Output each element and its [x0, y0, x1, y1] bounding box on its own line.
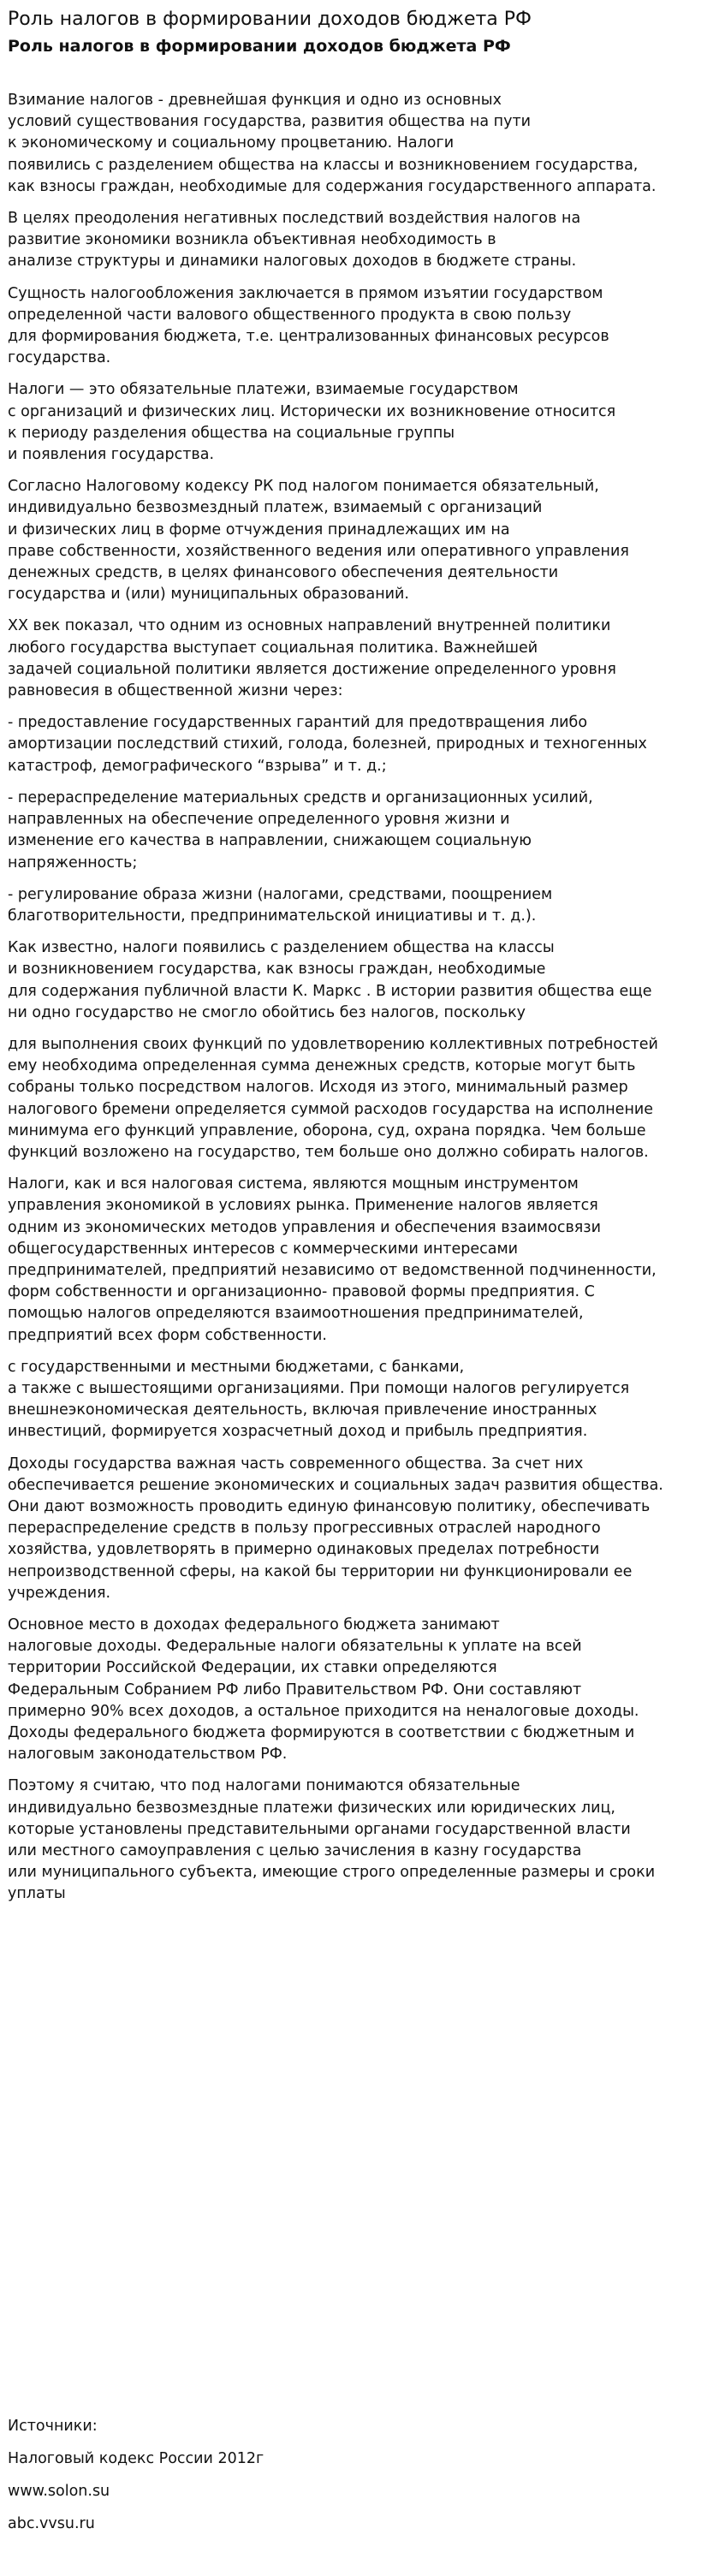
paragraph-line: управления экономикой в условиях рынка. Применение налогов является — [8, 1197, 598, 1215]
paragraph-line: напряженность; — [8, 854, 138, 872]
paragraph-line: форм собственности и организационно- правовой формы предприятия. С — [8, 1283, 595, 1301]
paragraph — [8, 884, 720, 927]
paragraph-line: налогового бремени определяется суммой расходов государства на исполнение — [8, 1100, 654, 1118]
paragraph — [8, 937, 720, 1024]
paragraph-line: Налоги, как и вся налоговая система, являются мощным инструментом — [8, 1175, 579, 1193]
paragraph-line: внешнеэкономическая деятельность, включая привлечение иностранных — [8, 1401, 597, 1419]
paragraph-line: собраны только посредством налогов. Исходя из этого, минимальный размер — [8, 1079, 628, 1097]
paragraph-line: появились с разделением общества на классы и возникновением государства, — [8, 156, 639, 174]
paragraph-line: для формирования бюджета, т.е. централизованных финансовых ресурсов — [8, 328, 609, 346]
paragraph-line: - перераспределение материальных средств и организационных усилий, — [8, 788, 593, 806]
paragraph-line: функций возложено на государство, тем больше оно должно собирать налогов. — [8, 1143, 649, 1161]
paragraph-line: Основное место в доходах федерального бюджета занимают — [8, 1616, 500, 1633]
paragraph-line: Доходы государства важная часть современного общества. За счет них — [8, 1455, 584, 1472]
paragraph — [8, 1357, 720, 1443]
paragraph-line: Как известно, налоги появились с разделением общества на классы — [8, 939, 555, 957]
paragraph-line: минимума его функций управление, оборона, суд, охрана порядка. Чем больше — [8, 1121, 646, 1139]
paragraph-line: индивидуально безвозмездные платежи физических или юридических лиц, — [8, 1799, 615, 1817]
paragraph — [8, 788, 720, 874]
source-item: abc.vvsu.ru — [8, 2515, 95, 2532]
paragraph-line: - предоставление государственных гарантий для предотвращения либо — [8, 714, 588, 732]
paragraph-line: для выполнения своих функций по удовлетворению коллективных потребностей — [8, 1035, 658, 1053]
paragraph-line: Доходы федерального бюджета формируются в соответствии с бюджетным и — [8, 1724, 635, 1742]
paragraph-line: для содержания публичной власти К. Маркс . В истории развития общества еще — [8, 982, 652, 1000]
paragraph — [8, 90, 720, 198]
paragraph — [8, 283, 720, 370]
paragraph-line: анализе структуры и динамики налоговых доходов в бюджете страны. — [8, 253, 577, 271]
paragraph-line: Налоги — это обязательные платежи, взимаемые государством — [8, 381, 519, 399]
paragraph-line: ему необходима определенная сумма денежных средств, которые могут быть — [8, 1057, 636, 1075]
paragraph-line: Они дают возможность проводить единую финансовую политику, обеспечивать — [8, 1497, 651, 1515]
paragraph-line: определенной части валового общественного продукта в свою пользу — [8, 306, 572, 324]
paragraph-line: с государственными и местными бюджетами, с банками, — [8, 1358, 465, 1376]
paragraph-line: государства. — [8, 349, 111, 367]
paragraph-line: катастроф, демографического “взрыва” и т. д.; — [8, 757, 387, 775]
paragraph-line: и появления государства. — [8, 446, 215, 464]
paragraph-line: налоговые доходы. Федеральные налоги обязательны к уплате на всей — [8, 1638, 582, 1656]
paragraph-line: инвестиций, формируется хозрасчетный доход и прибыль предприятия. — [8, 1423, 588, 1441]
paragraph-line: к экономическому и социальному процветанию. Налоги — [8, 134, 455, 152]
paragraph-line: индивидуально безвозмездный платеж, взимаемый с организаций — [8, 499, 543, 517]
paragraph-line: предприятий всех форм собственности. — [8, 1326, 327, 1344]
paragraph — [8, 208, 720, 273]
paragraph-line: предпринимателей, предприятий независимо от ведомственной подчиненности, — [8, 1261, 657, 1279]
paragraph-line: как взносы граждан, необходимые для содержания государственного аппарата. — [8, 177, 657, 195]
paragraph-line: задачей социальной политики является достижение определенного уровня — [8, 660, 616, 678]
paragraph-line: амортизации последствий стихий, голода, болезней, природных и техногенных — [8, 735, 647, 753]
paragraph-line: В целях преодоления негативных последствий воздействия налогов на — [8, 210, 581, 228]
paragraph — [8, 1615, 720, 1765]
paragraph-line: благотворительности, предпринимательской инициативы и т. д.). — [8, 907, 537, 925]
paragraph-line: учреждения. — [8, 1584, 111, 1602]
paragraph-line: или муниципального субъекта, имеющие строго определенные размеры и сроки — [8, 1864, 656, 1882]
page-title: Роль налогов в формировании доходов бюджета РФ — [8, 9, 532, 30]
document-body — [8, 90, 720, 1906]
paragraph-line: денежных средств, в целях финансового обеспечения деятельности — [8, 564, 559, 582]
paragraph-line: примерно 90% всех доходов, а остальное приходится на неналоговые доходы. — [8, 1702, 639, 1720]
paragraph-line: обеспечивается решение экономических и социальных задач развития общества. — [8, 1476, 663, 1494]
paragraph-line: Взимание налогов - древнейшая функция и одно из основных — [8, 92, 502, 109]
paragraph-line: и возникновением государства, как взносы граждан, необходимые — [8, 961, 546, 979]
paragraph-line: любого государства выступает социальная политика. Важнейшей — [8, 639, 538, 657]
sources-section — [8, 2416, 720, 2546]
source-item: www.solon.su — [8, 2483, 110, 2500]
paragraph-line: перераспределение средств в пользу прогрессивных отраслей народного — [8, 1520, 601, 1538]
paragraph-line: XX век показал, что одним из основных направлений внутренней политики — [8, 617, 611, 635]
paragraph-line: направленных на обеспечение определенного уровня жизни и — [8, 811, 510, 829]
paragraph — [8, 476, 720, 605]
paragraph-line: или местного самоуправления с целью зачисления в казну государства — [8, 1842, 582, 1860]
paragraph-line: государства и (или) муниципальных образований. — [8, 586, 409, 604]
paragraph-line: непроизводственной сферы, на какой бы территории ни функционировали ее — [8, 1562, 633, 1580]
paragraph-line: с организаций и физических лиц. Исторически их возникновение относится — [8, 402, 616, 420]
paragraph-line: а также с вышестоящими организациями. При помощи налогов регулируется — [8, 1379, 630, 1397]
paragraph-line: помощью налогов определяются взаимоотношения предпринимателей, — [8, 1305, 584, 1323]
paragraph-line: которые установлены представительными органами государственной власти — [8, 1820, 631, 1838]
paragraph — [8, 379, 720, 466]
paragraph-line: к периоду разделения общества на социальные группы — [8, 424, 455, 442]
paragraph-line: Поэтому я считаю, что под налогами понимаются обязательные — [8, 1777, 520, 1795]
paragraph — [8, 616, 720, 702]
paragraph-line: Согласно Налоговому кодексу РК под налогом понимается обязательный, — [8, 478, 599, 496]
paragraph-line: Федеральным Собранием РФ либо Правительством РФ. Они составляют — [8, 1681, 582, 1698]
paragraph-line: изменение его качества в направлении, снижающем социальную — [8, 832, 532, 850]
document-title: Роль налогов в формировании доходов бюджета РФ — [8, 37, 511, 56]
sources-heading: Источники: — [8, 2418, 98, 2435]
paragraph-line: территории Российской Федерации, их ставки определяются — [8, 1659, 497, 1677]
paragraph — [8, 1034, 720, 1163]
paragraph-line: уплаты — [8, 1885, 66, 1903]
paragraph-line: Сущность налогообложения заключается в прямом изъятии государством — [8, 284, 603, 302]
paragraph-line: хозяйства, удовлетворять в примерно одинаковых пределах потребности — [8, 1541, 600, 1559]
paragraph-line: - регулирование образа жизни (налогами, средствами, поощрением — [8, 885, 553, 903]
paragraph-line: налоговым законодательством РФ. — [8, 1746, 288, 1764]
document-page — [8, 0, 720, 1916]
paragraph-line: праве собственности, хозяйственного ведения или оперативного управления — [8, 542, 629, 560]
paragraph — [8, 1776, 720, 1905]
paragraph — [8, 712, 720, 777]
paragraph-line: и физических лиц в форме отчуждения принадлежащих им на — [8, 521, 510, 538]
source-item: Налоговый кодекс России 2012г — [8, 2450, 264, 2467]
paragraph-line: условий существования государства, развития общества на пути — [8, 113, 532, 131]
paragraph-line: ни одно государство не смогло обойтись без налогов, поскольку — [8, 1003, 526, 1021]
paragraph-line: развитие экономики возникла объективная необходимость в — [8, 231, 496, 249]
paragraph-line: общегосударственных интересов с коммерческими интересами — [8, 1240, 519, 1258]
paragraph — [8, 1174, 720, 1347]
paragraph-line: равновесия в общественной жизни через: — [8, 682, 343, 700]
paragraph-line: одним из экономических методов управления и обеспечения взаимосвязи — [8, 1218, 601, 1236]
paragraph — [8, 1454, 720, 1604]
